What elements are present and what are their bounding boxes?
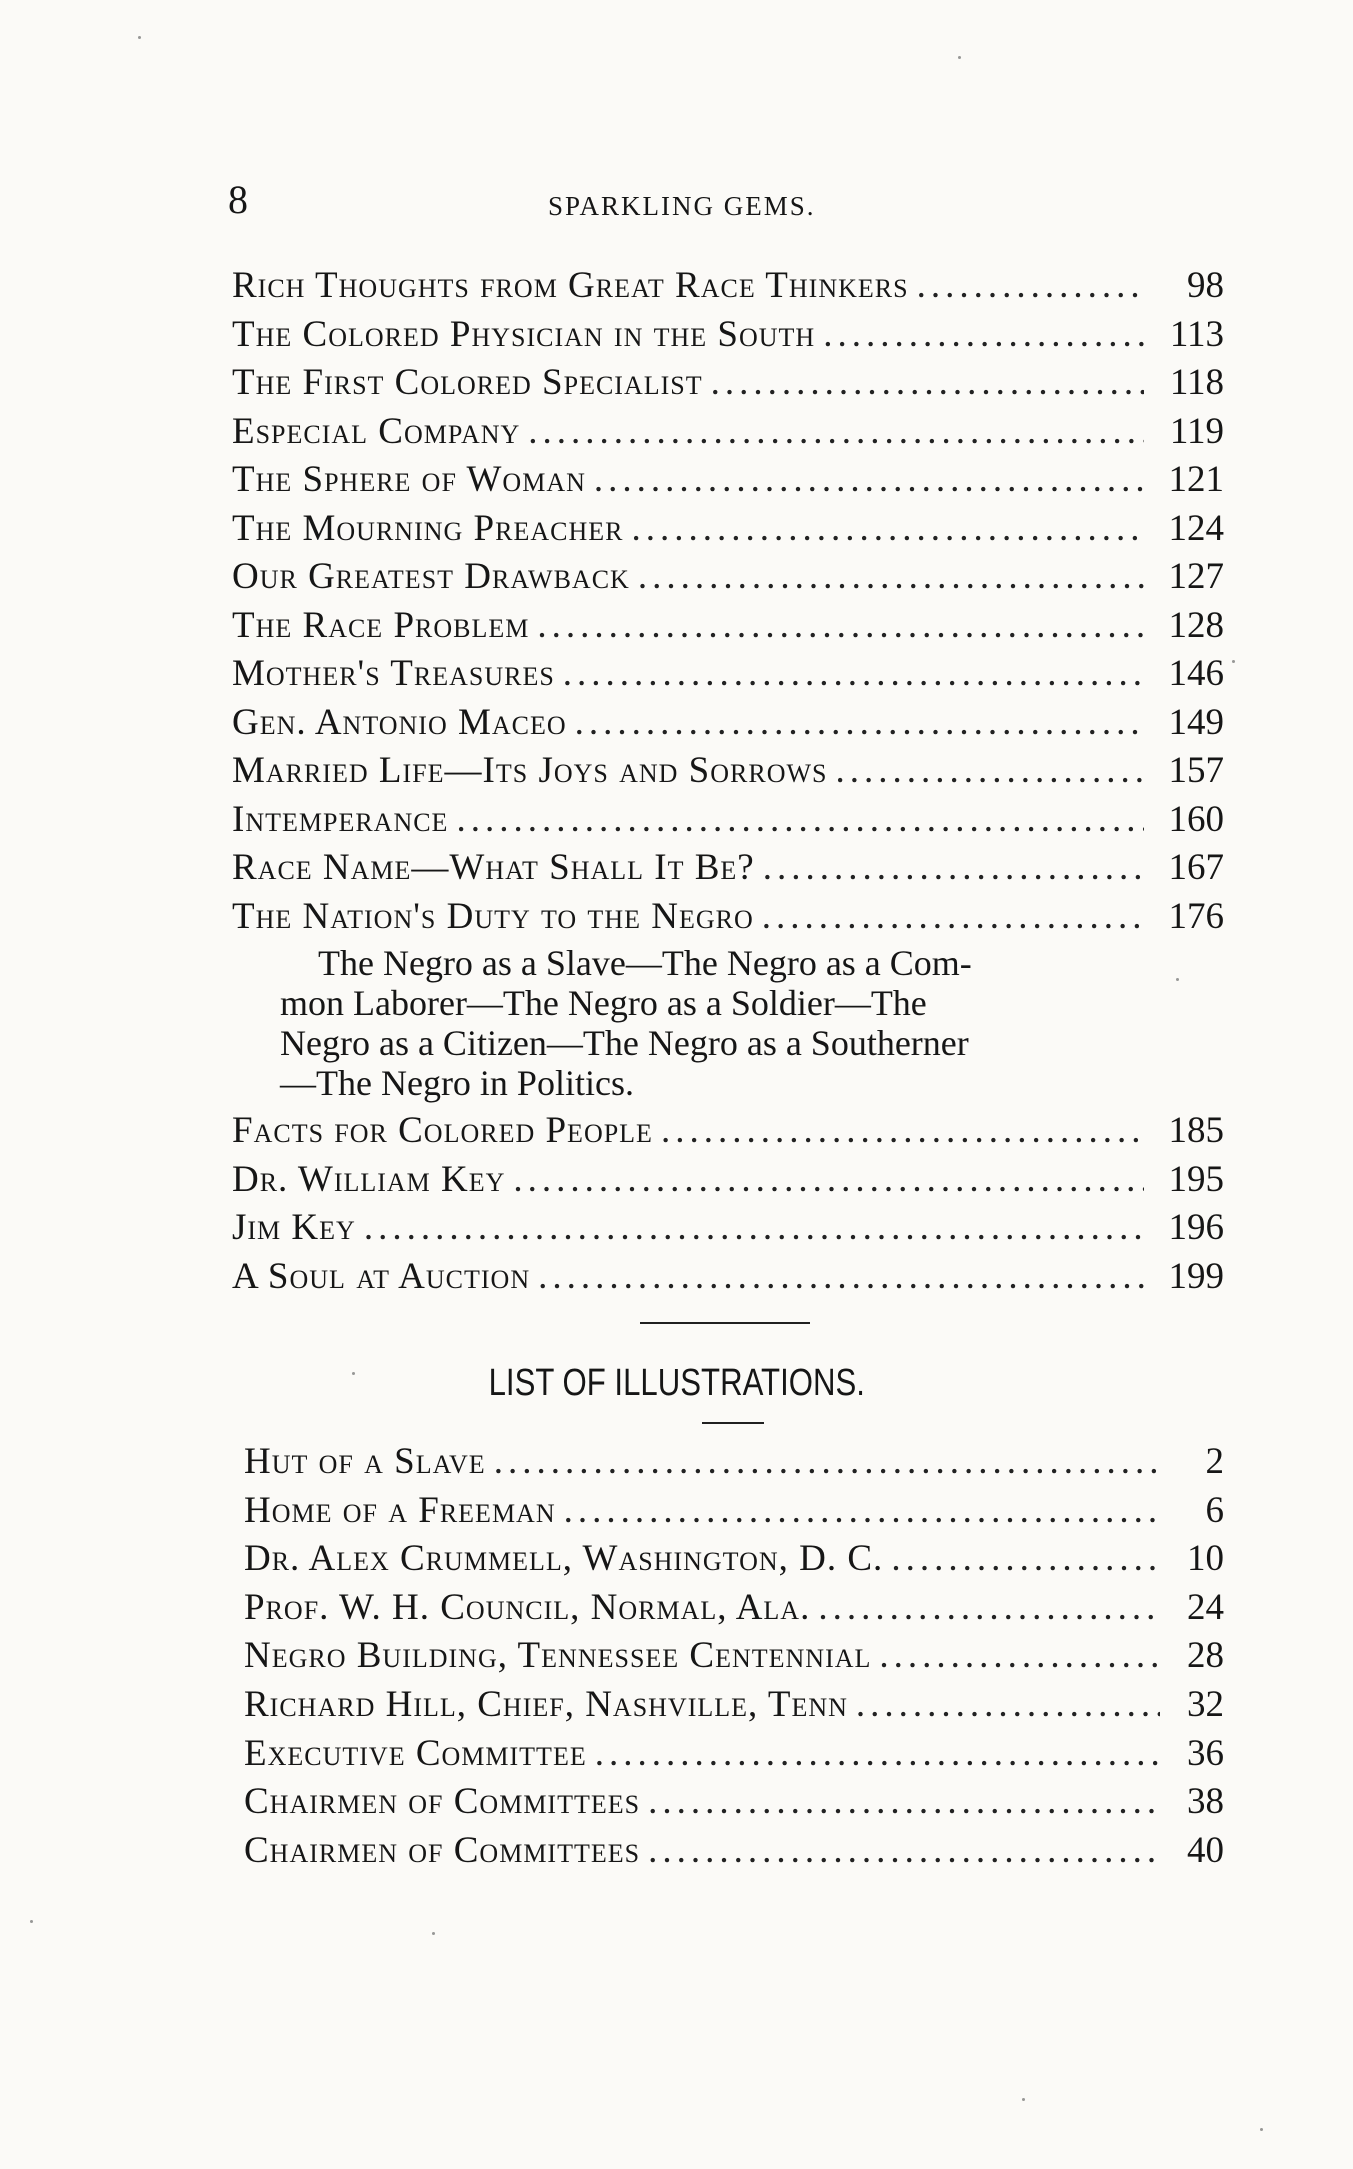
entry-page: 98 bbox=[1187, 265, 1224, 306]
dot-leader bbox=[648, 1827, 1160, 1875]
entry-page: 121 bbox=[1168, 459, 1224, 500]
entry-title: Our Greatest Drawback bbox=[232, 556, 630, 597]
entry-title: Gen. Antonio Maceo bbox=[232, 701, 567, 743]
dot-leader bbox=[594, 456, 1144, 504]
contents-entry bbox=[232, 311, 1224, 360]
dot-leader bbox=[513, 1156, 1144, 1204]
dot-leader bbox=[762, 893, 1144, 941]
illustration-entry bbox=[244, 1487, 1224, 1536]
contents-entry bbox=[232, 262, 1224, 311]
paper-speck bbox=[352, 1372, 355, 1375]
illustration-title: Prof. W. H. Council, Normal, Ala. bbox=[244, 1586, 811, 1628]
dot-leader bbox=[595, 1730, 1160, 1778]
entry-page: 149 bbox=[1168, 701, 1224, 743]
illustrations-heading: LIST OF ILLUSTRATIONS. bbox=[488, 1362, 865, 1404]
illustration-entry bbox=[244, 1535, 1224, 1584]
dot-leader bbox=[364, 1204, 1144, 1252]
dot-leader bbox=[563, 650, 1144, 698]
contents-entry bbox=[232, 1107, 1224, 1156]
illustration-page: 28 bbox=[1187, 1635, 1224, 1677]
entry-page: 113 bbox=[1169, 313, 1224, 355]
running-title: SPARKLING GEMS. bbox=[548, 191, 816, 221]
contents-entry bbox=[232, 359, 1224, 408]
illustration-page: 2 bbox=[1205, 1441, 1224, 1482]
subtopic-line: —The Negro in Politics. bbox=[280, 1063, 634, 1103]
paper-speck bbox=[1260, 2128, 1263, 2131]
entry-title: Race Name—What Shall It Be? bbox=[232, 847, 755, 888]
contents-entry bbox=[232, 650, 1224, 699]
illustration-page: 10 bbox=[1187, 1538, 1224, 1580]
entry-page: 124 bbox=[1168, 507, 1224, 549]
illustration-title: Hut of a Slave bbox=[244, 1441, 486, 1482]
dot-leader bbox=[856, 1681, 1160, 1729]
dot-leader bbox=[537, 602, 1144, 650]
entry-title: Dr. William Key bbox=[232, 1158, 506, 1200]
illustration-entry bbox=[244, 1778, 1224, 1827]
contents-entry bbox=[232, 1156, 1224, 1205]
entry-page: 157 bbox=[1168, 750, 1224, 791]
dot-leader bbox=[631, 505, 1144, 553]
entry-page: 160 bbox=[1168, 798, 1224, 840]
illustration-page: 36 bbox=[1187, 1732, 1224, 1774]
illustration-title: Dr. Alex Crummell, Washington, D. C. bbox=[244, 1538, 884, 1580]
illustration-title: Chairmen of Committees bbox=[244, 1829, 641, 1871]
dot-leader bbox=[917, 262, 1144, 310]
entry-title: Facts for Colored People bbox=[232, 1110, 653, 1151]
contents-entry bbox=[232, 699, 1224, 748]
contents-entry bbox=[232, 456, 1224, 505]
dot-leader bbox=[711, 359, 1144, 407]
subtopic-line: Negro as a Citizen—The Negro as a Southerner bbox=[280, 1023, 969, 1063]
illustration-title: Richard Hill, Chief, Nashville, Tenn bbox=[244, 1683, 848, 1725]
dot-leader bbox=[456, 796, 1144, 844]
entry-title: The Nation's Duty to the Negro bbox=[232, 895, 754, 937]
entry-page: 146 bbox=[1168, 653, 1224, 694]
contents-entry bbox=[232, 796, 1224, 845]
paper-speck bbox=[30, 1920, 33, 1923]
entry-page: 185 bbox=[1168, 1110, 1224, 1151]
entry-title: Especial Company bbox=[232, 410, 521, 452]
dot-leader bbox=[823, 311, 1144, 359]
dot-leader bbox=[879, 1632, 1160, 1680]
page-number: 8 bbox=[228, 177, 248, 222]
contents-entry bbox=[232, 1204, 1224, 1253]
illustration-page: 24 bbox=[1187, 1586, 1224, 1628]
illustration-entry bbox=[244, 1730, 1224, 1779]
dot-leader bbox=[564, 1487, 1160, 1535]
entry-title: Married Life—Its Joys and Sorrows bbox=[232, 750, 828, 791]
entry-page: 167 bbox=[1168, 847, 1224, 888]
contents-entry bbox=[232, 602, 1224, 651]
section-divider bbox=[640, 1322, 810, 1324]
dot-leader bbox=[638, 553, 1144, 601]
entry-page: 127 bbox=[1168, 556, 1224, 597]
dot-leader bbox=[661, 1107, 1144, 1155]
contents-entry bbox=[232, 893, 1224, 942]
illustration-title: Home of a Freeman bbox=[244, 1489, 556, 1531]
entry-title: The First Colored Specialist bbox=[232, 362, 703, 403]
contents-list bbox=[232, 262, 1224, 1301]
heading-underline bbox=[702, 1422, 764, 1424]
dot-leader bbox=[528, 408, 1144, 456]
entry-title: The Colored Physician in the South bbox=[232, 313, 816, 355]
contents-entry bbox=[232, 408, 1224, 457]
entry-page: 118 bbox=[1169, 362, 1224, 403]
illustration-title: Chairmen of Committees bbox=[244, 1781, 641, 1823]
entry-page: 196 bbox=[1168, 1207, 1224, 1248]
illustration-entry bbox=[244, 1681, 1224, 1730]
entry-title: Intemperance bbox=[232, 798, 449, 840]
entry-title: The Sphere of Woman bbox=[232, 459, 586, 500]
dot-leader bbox=[648, 1778, 1160, 1826]
entry-page: 195 bbox=[1168, 1158, 1224, 1200]
dot-leader bbox=[763, 844, 1144, 892]
illustration-page: 40 bbox=[1187, 1829, 1224, 1871]
paper-speck bbox=[432, 1932, 435, 1935]
entry-page: 128 bbox=[1168, 604, 1224, 646]
entry-title: Rich Thoughts from Great Race Thinkers bbox=[232, 265, 909, 306]
entry-page: 199 bbox=[1168, 1255, 1224, 1297]
dot-leader bbox=[836, 747, 1145, 795]
dot-leader bbox=[494, 1438, 1160, 1486]
entry-title: A Soul at Auction bbox=[232, 1255, 531, 1297]
paper-speck bbox=[958, 56, 961, 59]
illustration-entry bbox=[244, 1438, 1224, 1487]
dot-leader bbox=[575, 699, 1144, 747]
paper-speck bbox=[1232, 660, 1235, 663]
illustration-title: Negro Building, Tennessee Centennial bbox=[244, 1635, 872, 1677]
subtopic-line: mon Laborer—The Negro as a Soldier—The bbox=[280, 983, 927, 1023]
illustration-page: 6 bbox=[1205, 1489, 1224, 1531]
contents-entry bbox=[232, 1253, 1224, 1302]
paper-speck bbox=[138, 36, 141, 39]
entry-title: The Race Problem bbox=[232, 604, 530, 646]
dot-leader bbox=[818, 1584, 1160, 1632]
dot-leader bbox=[538, 1253, 1144, 1301]
paper-speck bbox=[1176, 978, 1179, 981]
contents-entry bbox=[232, 505, 1224, 554]
illustration-entry bbox=[244, 1632, 1224, 1681]
illustration-page: 32 bbox=[1187, 1683, 1224, 1725]
illustration-title: Executive Committee bbox=[244, 1732, 587, 1774]
contents-entry bbox=[232, 747, 1224, 796]
paper-speck bbox=[1022, 2098, 1025, 2101]
contents-entry bbox=[232, 844, 1224, 893]
subtopic-line: The Negro as a Slave—The Negro as a Com- bbox=[318, 943, 972, 983]
entry-subtopics bbox=[232, 943, 1140, 1103]
entry-title: Mother's Treasures bbox=[232, 653, 555, 694]
entry-page: 119 bbox=[1169, 410, 1224, 452]
dot-leader bbox=[891, 1535, 1160, 1583]
entry-page: 176 bbox=[1168, 895, 1224, 937]
entry-title: Jim Key bbox=[232, 1207, 356, 1248]
illustration-entry bbox=[244, 1827, 1224, 1876]
illustrations-list bbox=[244, 1438, 1224, 1875]
illustration-entry bbox=[244, 1584, 1224, 1633]
illustration-page: 38 bbox=[1187, 1781, 1224, 1823]
entry-title: The Mourning Preacher bbox=[232, 507, 624, 549]
contents-entry bbox=[232, 553, 1224, 602]
running-head bbox=[228, 176, 1228, 236]
